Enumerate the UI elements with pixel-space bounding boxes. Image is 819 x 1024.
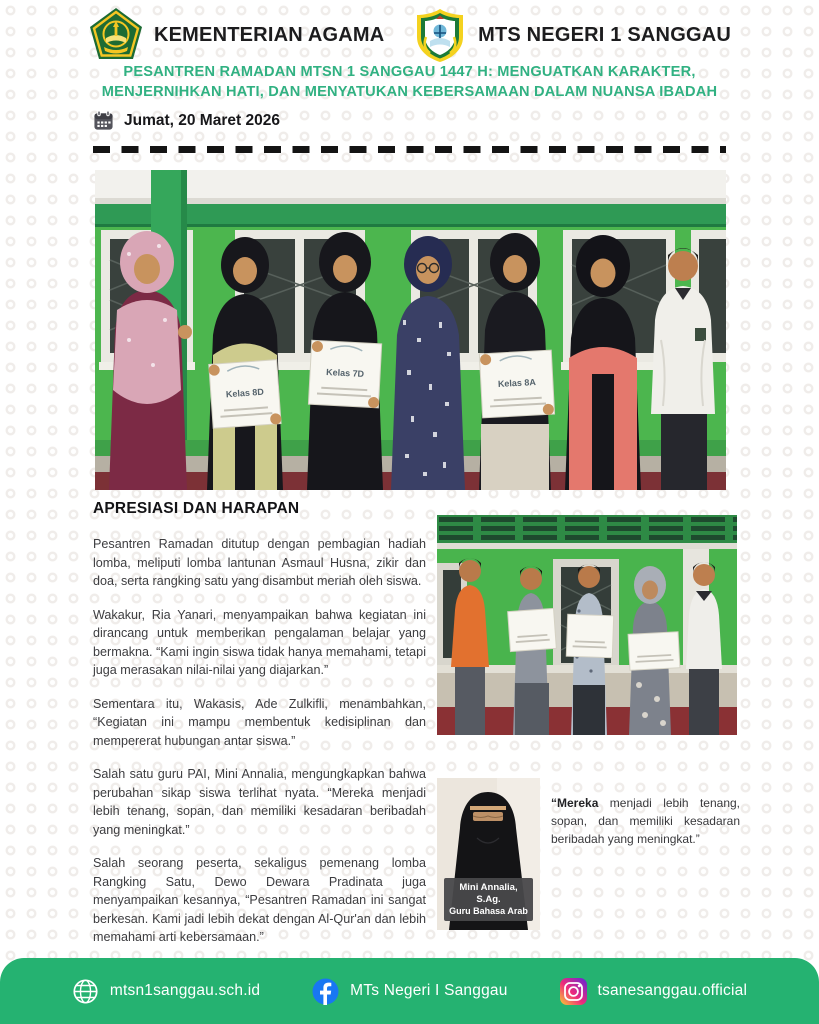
article-paragraph: Pesantren Ramadan ditutup dengan pembagian hadiah lomba, meliputi lomba lantunan Asmaul Husna, zikir dan doa, serta rangking satu yang disambut meriah oleh siswa. <box>93 537 426 588</box>
footer <box>0 958 819 1024</box>
secondary-photo-illustration <box>437 515 737 735</box>
date-row <box>93 110 280 131</box>
school-brand <box>412 7 731 63</box>
globe-icon <box>72 978 99 1005</box>
certificate-2 <box>308 340 382 408</box>
dashed-divider <box>93 146 726 153</box>
svg-text:Kelas 7D: Kelas 7D <box>325 367 365 379</box>
calendar-icon <box>93 110 114 131</box>
date-text: Jumat, 20 Maret 2026 <box>124 111 280 129</box>
footer-facebook[interactable] <box>312 978 507 1005</box>
main-photo <box>95 170 726 490</box>
article-paragraph: Salah satu guru PAI, Mini Annalia, mengungkapkan bahwa perubahan sikap siswa terlihat nyata. “Mereka menjadi lebih tenang, sopan, dan memiliki kesadaran beribadah yang meningkat.” <box>93 767 426 837</box>
portrait-photo <box>437 778 540 930</box>
article-heading: APRESIASI DAN HARAPAN <box>93 500 300 517</box>
quote-bold: “Mereka <box>551 796 599 810</box>
article-paragraph: Sementara itu, Wakasis, Ade Zulkifli, menambahkan, “Kegiatan ini mampu membentuk kedisiplinan dan mempererat hubungan antar siswa.” <box>93 696 426 748</box>
kemenag-pentagon-logo-icon <box>88 7 144 63</box>
svg-text:Kelas 8A: Kelas 8A <box>497 377 537 389</box>
article-paragraph: Wakakur, Ria Yanari, menyampaikan bahwa kegiatan ini dirancang untuk memberikan pengalaman belajar yang bermakna. “Kami ingin siswa tidak hanya memahami, tetapi juga merasakan nilai-nilai yang diajarkan.” <box>93 607 426 677</box>
portrait-caption <box>444 878 533 921</box>
portrait-name: Mini Annalia, S.Ag. <box>459 882 518 905</box>
main-photo-illustration <box>95 170 726 490</box>
instagram-icon <box>560 978 587 1005</box>
footer-website-label: mtsn1sanggau.sch.id <box>109 982 261 999</box>
footer-instagram[interactable] <box>560 978 748 1005</box>
headline-line1: PESANTREN RAMADAN MTSN 1 SANGGAU 1447 H: MENGUATKAN KARAKTER, <box>123 64 696 80</box>
agency-brand <box>88 7 384 63</box>
svg-text:Kelas 8D: Kelas 8D <box>225 386 265 400</box>
certificate-1 <box>208 360 281 429</box>
article <box>93 500 426 962</box>
quote-rest: menjadi lebih tenang, sopan, dan memiliki kesadaran beribadah yang meningkat.” <box>551 796 740 846</box>
article-paragraph: Salah seorang peserta, sekaligus pemenang lomba Rangking Satu, Dewo Dewara Pradinata juga menyampaikan kesannya, “Pesantren Ramadan ini sangat berkesan. Kami jadi lebih dekat dengan Al-Qur'an dan lebih memahami arti kebersamaan.” <box>93 856 426 944</box>
pull-quote <box>551 794 740 848</box>
footer-facebook-label: MTs Negeri I Sanggau <box>350 982 508 999</box>
certificate-3 <box>479 350 554 418</box>
facebook-icon <box>312 978 339 1005</box>
headline <box>50 62 769 102</box>
headline-line2: MENJERNIHKAN HATI, DAN MENYATUKAN KEBERSAMAAN DALAM NUANSA IBADAH <box>101 84 718 100</box>
agency-name: KEMENTERIAN AGAMA <box>154 23 385 46</box>
portrait-title: Guru Bahasa Arab <box>449 906 528 916</box>
footer-website[interactable] <box>72 978 260 1005</box>
school-name: MTS NEGERI 1 SANGGAU <box>478 23 731 46</box>
header <box>88 6 731 64</box>
secondary-photo <box>437 515 737 735</box>
footer-instagram-label: tsanesanggau.official <box>597 982 748 999</box>
mtsn-shield-logo-icon <box>412 7 468 63</box>
